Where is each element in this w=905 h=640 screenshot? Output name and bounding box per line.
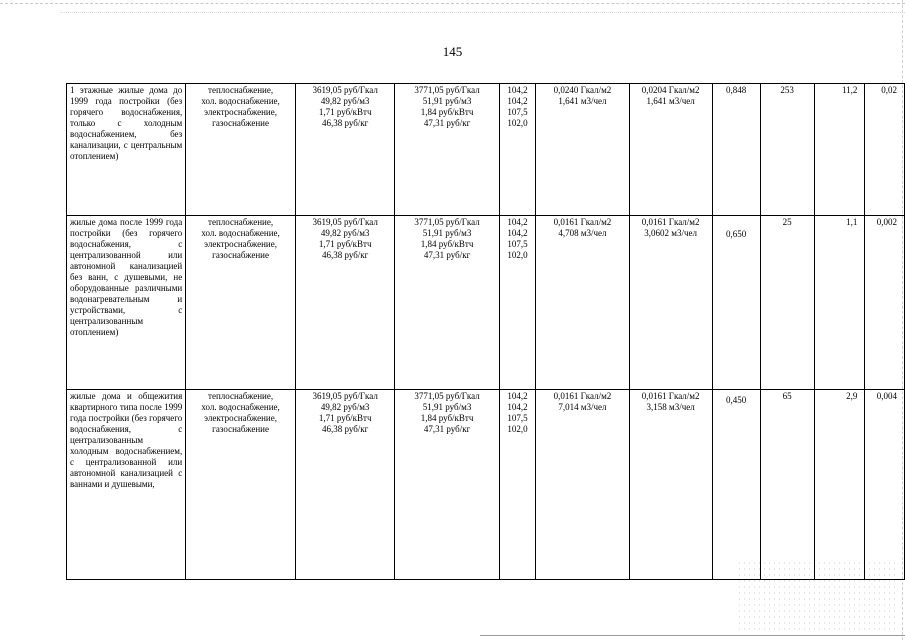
tariff-line: 1,84 руб/кВтч — [420, 239, 474, 249]
tariff-line: 47,31 руб/кг — [423, 250, 471, 260]
tariff-line: 3771,05 руб/Гкал — [414, 391, 480, 401]
utility-line: газоснабжение — [212, 250, 269, 260]
utilities-cell — [186, 390, 296, 580]
tariff-line: 3771,05 руб/Гкал — [414, 85, 480, 95]
utility-line: электроснабжение, — [204, 413, 277, 423]
index-value: 102,0 — [507, 424, 528, 434]
norm-line: 1,641 м3/чел — [646, 96, 695, 106]
value-1: 25 — [782, 217, 792, 227]
norm-b-cell — [629, 84, 712, 216]
tariff-line: 1,71 руб/кВтч — [318, 107, 372, 117]
value-1: 253 — [780, 85, 794, 95]
tariff-line: 1,71 руб/кВтч — [318, 413, 372, 423]
value-cell — [814, 84, 865, 216]
tariff-line: 49,82 руб/м3 — [320, 228, 370, 238]
norm-line: 0,0161 Гкал/м2 — [553, 217, 612, 227]
coef-cell — [712, 216, 760, 390]
tariff-line: 1,84 руб/кВтч — [420, 107, 474, 117]
scan-edge — [480, 635, 905, 636]
norm-a-cell — [536, 84, 629, 216]
utilities-cell — [186, 84, 296, 216]
coef-cell — [712, 390, 760, 580]
value-3: 0,002 — [876, 217, 897, 227]
scan-edge — [0, 3, 905, 4]
utility-line: теплоснабжение, — [208, 217, 274, 227]
value-2: 1,1 — [846, 217, 858, 227]
page-number: 145 — [442, 44, 463, 59]
tariff-line: 46,38 руб/кг — [321, 424, 369, 434]
table-row — [67, 84, 905, 216]
coef-value: 0,650 — [725, 229, 747, 239]
value-3: 0,004 — [876, 391, 897, 401]
index-cell — [499, 216, 536, 390]
value-2: 2,9 — [846, 391, 858, 401]
index-value: 104,2 — [507, 85, 528, 95]
table-row — [67, 216, 905, 390]
tariff-line: 51,91 руб/м3 — [422, 402, 472, 412]
category-text: жилые дома и общежития квартирного типа после 1999 года постройки (без горячего водоснабжения, с централизованным холодным водоснабжением, с централизованной или автономной канализацией с ваннами и душевыми, — [70, 391, 183, 489]
tariff-line: 51,91 руб/м3 — [422, 228, 472, 238]
utility-line: теплоснабжение, — [208, 85, 274, 95]
index-value: 104,2 — [507, 96, 528, 106]
category-cell — [67, 84, 186, 216]
utility-line: электроснабжение, — [204, 107, 277, 117]
utility-line: хол. водоснабжение, — [201, 96, 280, 106]
value-2: 11,2 — [841, 85, 858, 95]
table-row — [67, 390, 905, 580]
value-3: 0,02 — [881, 85, 897, 95]
value-cell — [865, 390, 905, 580]
tariff-line: 46,38 руб/кг — [321, 250, 369, 260]
tariff-a-cell — [295, 216, 395, 390]
category-cell — [67, 390, 186, 580]
norm-a-cell — [536, 390, 629, 580]
tariff-a-cell — [295, 84, 395, 216]
tariff-line: 3771,05 руб/Гкал — [414, 217, 480, 227]
norm-line: 3,0602 м3/чел — [644, 228, 697, 238]
coef-value: 0,450 — [725, 395, 747, 405]
tariff-a-cell — [295, 390, 395, 580]
norm-line: 0,0161 Гкал/м2 — [553, 391, 612, 401]
category-cell — [67, 216, 186, 390]
utility-line: газоснабжение — [212, 118, 269, 128]
norm-line: 1,641 м3/чел — [558, 96, 607, 106]
utility-line: теплоснабжение, — [208, 391, 274, 401]
index-value: 102,0 — [507, 250, 528, 260]
index-value: 102,0 — [507, 118, 528, 128]
norm-b-cell — [629, 216, 712, 390]
norm-line: 7,014 м3/чел — [558, 402, 607, 412]
norm-line: 3,158 м3/чел — [646, 402, 695, 412]
norm-b-cell — [629, 390, 712, 580]
norm-line: 0,0161 Гкал/м2 — [641, 217, 700, 227]
index-cell — [499, 390, 536, 580]
value-cell — [865, 84, 905, 216]
index-value: 104,2 — [507, 402, 528, 412]
tariff-b-cell — [395, 84, 499, 216]
value-cell — [814, 216, 865, 390]
tariff-line: 3619,05 руб/Гкал — [312, 391, 378, 401]
coef-value: 0,848 — [725, 85, 747, 95]
norm-line: 0,0240 Гкал/м2 — [553, 85, 612, 95]
value-cell — [865, 216, 905, 390]
index-value: 107,5 — [507, 413, 528, 423]
index-cell — [499, 84, 536, 216]
tariff-line: 46,38 руб/кг — [321, 118, 369, 128]
utilities-cell — [186, 216, 296, 390]
coef-cell — [712, 84, 760, 216]
norm-line: 4,708 м3/чел — [558, 228, 607, 238]
utility-line: хол. водоснабжение, — [201, 228, 280, 238]
norm-a-cell — [536, 216, 629, 390]
tariff-line: 1,71 руб/кВтч — [318, 239, 372, 249]
index-value: 107,5 — [507, 239, 528, 249]
value-cell — [760, 84, 814, 216]
utility-line: газоснабжение — [212, 424, 269, 434]
tariff-line: 49,82 руб/м3 — [320, 96, 370, 106]
index-value: 107,5 — [507, 107, 528, 117]
tariff-line: 51,91 руб/м3 — [422, 96, 472, 106]
value-1: 65 — [782, 391, 792, 401]
tariff-line: 47,31 руб/кг — [423, 424, 471, 434]
utility-line: электроснабжение, — [204, 239, 277, 249]
value-cell — [760, 390, 814, 580]
value-cell — [814, 390, 865, 580]
category-text: жилые дома после 1999 года постройки (без горячего водоснабжения, с централизованной или автономной канализацией без ванн, с душевыми, не оборудованные различными водонагревательным и устройствами, с централизованным отоплением) — [70, 217, 183, 337]
tariff-b-cell — [395, 390, 499, 580]
value-cell — [760, 216, 814, 390]
tariff-line: 1,84 руб/кВтч — [420, 413, 474, 423]
norm-line: 0,0204 Гкал/м2 — [641, 85, 700, 95]
tariff-b-cell — [395, 216, 499, 390]
tariff-line: 3619,05 руб/Гкал — [312, 217, 378, 227]
tariff-line: 47,31 руб/кг — [423, 118, 471, 128]
tariff-line: 49,82 руб/м3 — [320, 402, 370, 412]
scan-edge — [60, 12, 905, 13]
index-value: 104,2 — [507, 228, 528, 238]
category-text: 1 этажные жилые дома до 1999 года постройки (без горячего водоснабжения, только с холодным водоснабжением, без канализации, с центральным отоплением) — [70, 85, 183, 161]
utility-line: хол. водоснабжение, — [201, 402, 280, 412]
tariff-line: 3619,05 руб/Гкал — [312, 85, 378, 95]
index-value: 104,2 — [507, 217, 528, 227]
tariff-table — [66, 83, 905, 580]
norm-line: 0,0161 Гкал/м2 — [641, 391, 700, 401]
index-value: 104,2 — [507, 391, 528, 401]
